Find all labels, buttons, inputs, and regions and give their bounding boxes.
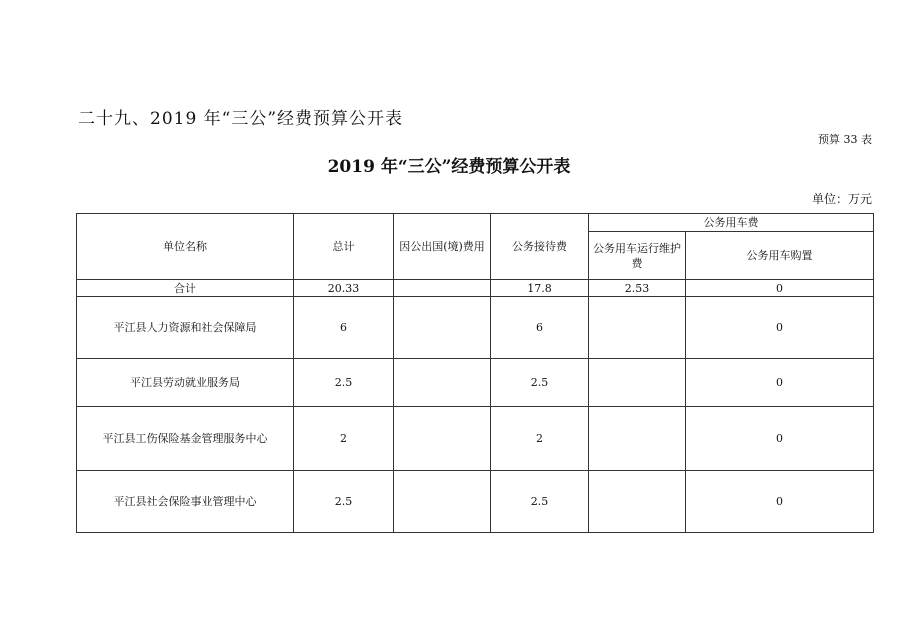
table-row: [77, 297, 874, 359]
row-abroad: [394, 297, 491, 359]
total-row-name: 合计: [77, 280, 294, 297]
row-vehicle-operation: [589, 407, 686, 471]
header-vehicle-operation: 公务用车运行维护费: [589, 232, 686, 280]
table-row: [77, 359, 874, 407]
table-row: [77, 471, 874, 533]
row-vehicle-purchase: 0: [686, 297, 874, 359]
row-unit-name: 平江县人力资源和社会保障局: [77, 297, 294, 359]
row-vehicle-purchase: 0: [686, 359, 874, 407]
row-vehicle-operation: [589, 359, 686, 407]
row-total: 2.5: [294, 359, 394, 407]
header-unit-name: 单位名称: [77, 214, 294, 280]
row-vehicle-operation: [589, 471, 686, 533]
row-unit-name: 平江县劳动就业服务局: [77, 359, 294, 407]
row-reception: 6: [491, 297, 589, 359]
header-vehicle-group: 公务用车费: [589, 214, 874, 232]
form-number: 预算 33 表: [818, 133, 872, 146]
row-unit-name: 平江县工伤保险基金管理服务中心: [77, 407, 294, 471]
row-total: 6: [294, 297, 394, 359]
total-row-reception: 17.8: [491, 280, 589, 297]
header-row-1: [77, 214, 874, 232]
row-abroad: [394, 471, 491, 533]
total-row-vehicle-operation: 2.53: [589, 280, 686, 297]
page-title: 2019 年“三公”经费预算公开表: [327, 157, 571, 177]
header-vehicle-purchase: 公务用车购置: [686, 232, 874, 280]
budget-table: [76, 213, 874, 533]
table-row: [77, 407, 874, 471]
unit-label: 单位：万元: [811, 192, 872, 206]
row-total: 2: [294, 407, 394, 471]
row-reception: 2.5: [491, 471, 589, 533]
header-abroad: 因公出国(境)费用: [394, 214, 491, 280]
row-vehicle-operation: [589, 297, 686, 359]
row-abroad: [394, 359, 491, 407]
total-row-total: 20.33: [294, 280, 394, 297]
row-abroad: [394, 407, 491, 471]
row-unit-name: 平江县社会保险事业管理中心: [77, 471, 294, 533]
total-row-abroad: [394, 280, 491, 297]
row-reception: 2.5: [491, 359, 589, 407]
total-row-vehicle-purchase: 0: [686, 280, 874, 297]
row-vehicle-purchase: 0: [686, 471, 874, 533]
row-total: 2.5: [294, 471, 394, 533]
header-reception: 公务接待费: [491, 214, 589, 280]
row-vehicle-purchase: 0: [686, 407, 874, 471]
header-total: 总计: [294, 214, 394, 280]
section-heading: 二十九、2019 年“三公”经费预算公开表: [78, 109, 404, 129]
row-reception: 2: [491, 407, 589, 471]
total-row: [77, 280, 874, 297]
